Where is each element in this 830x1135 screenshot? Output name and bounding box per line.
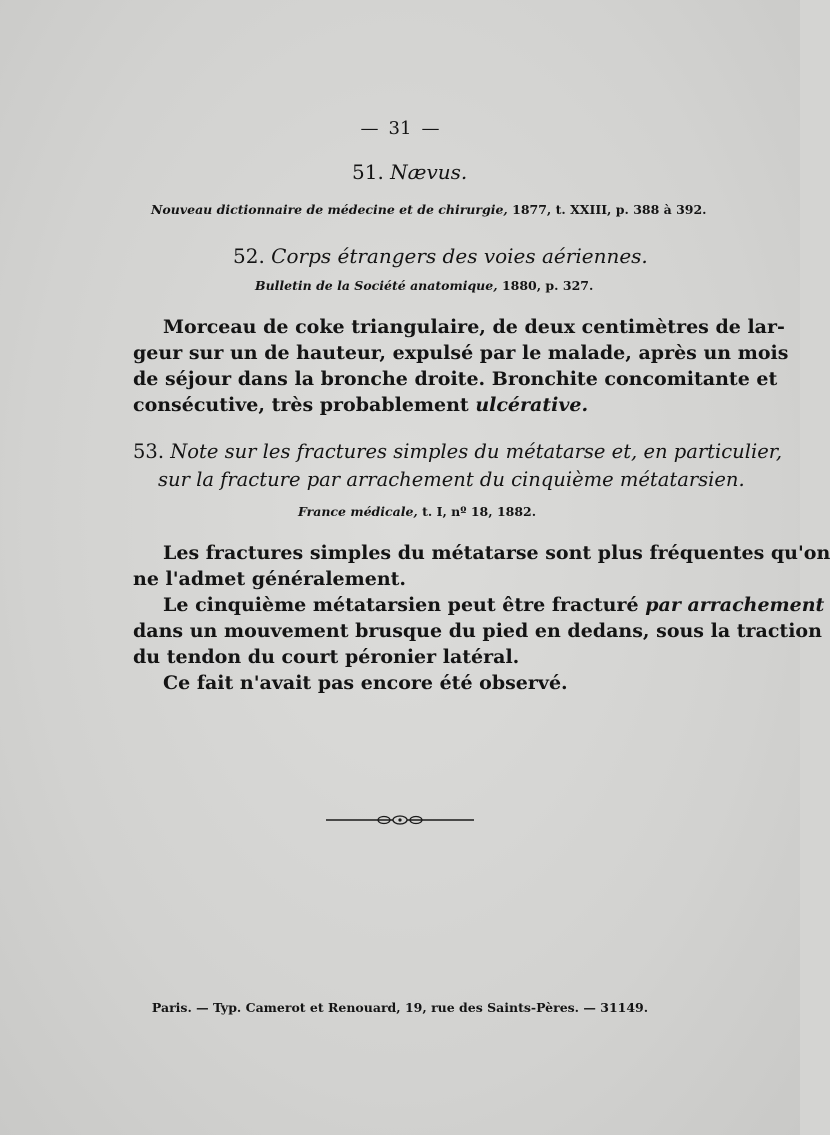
entry-53-title-line-1: 53. Note sur les fractures simples du métatarse et, en particulier, — [133, 440, 783, 463]
entry-53-body: Les fractures simples du métatarse sont plus fréquentes qu'on ne l'admet généralement. Le cinquième métatarsien peut être fracturé par arrachement dans un mouvement brusque du pied en dedans, sous la traction du tendon du court péronier latéral. Ce fait n'avait pas encore été observé. — [133, 542, 830, 694]
entry-51-source: Nouveau dictionnaire de médecine et de chirurgie, 1877, t. XXIII, p. 388 à 392. — [151, 202, 707, 217]
entry-52-source: Bulletin de la Société anatomique, 1880, p. 327. — [255, 278, 594, 293]
entry-51-title: 51. Nævus. — [352, 160, 468, 184]
page-number-value: 31 — [388, 118, 412, 139]
printer-imprint: Paris. — Typ. Camerot et Renouard, 19, rue des Saints-Pères. — 31149. — [151, 1000, 649, 1015]
ornament-divider — [326, 812, 474, 828]
page-number: — 31 — — [360, 118, 440, 139]
entry-53-source: France médicale, t. I, nº 18, 1882. — [298, 504, 537, 519]
entry-52-title: 52. Corps étrangers des voies aériennes. — [233, 244, 648, 268]
entry-53-title-line-2: sur la fracture par arrachement du cinquième métatarsien. — [158, 468, 745, 491]
entry-52-body: Morceau de coke triangulaire, de deux centimètres de lar- geur sur un de hauteur, expulsé par le malade, après un mois de séjour dans la bronche droite. Bronchite concomitante et consécutive, très probablement ulcérative. — [133, 316, 789, 416]
